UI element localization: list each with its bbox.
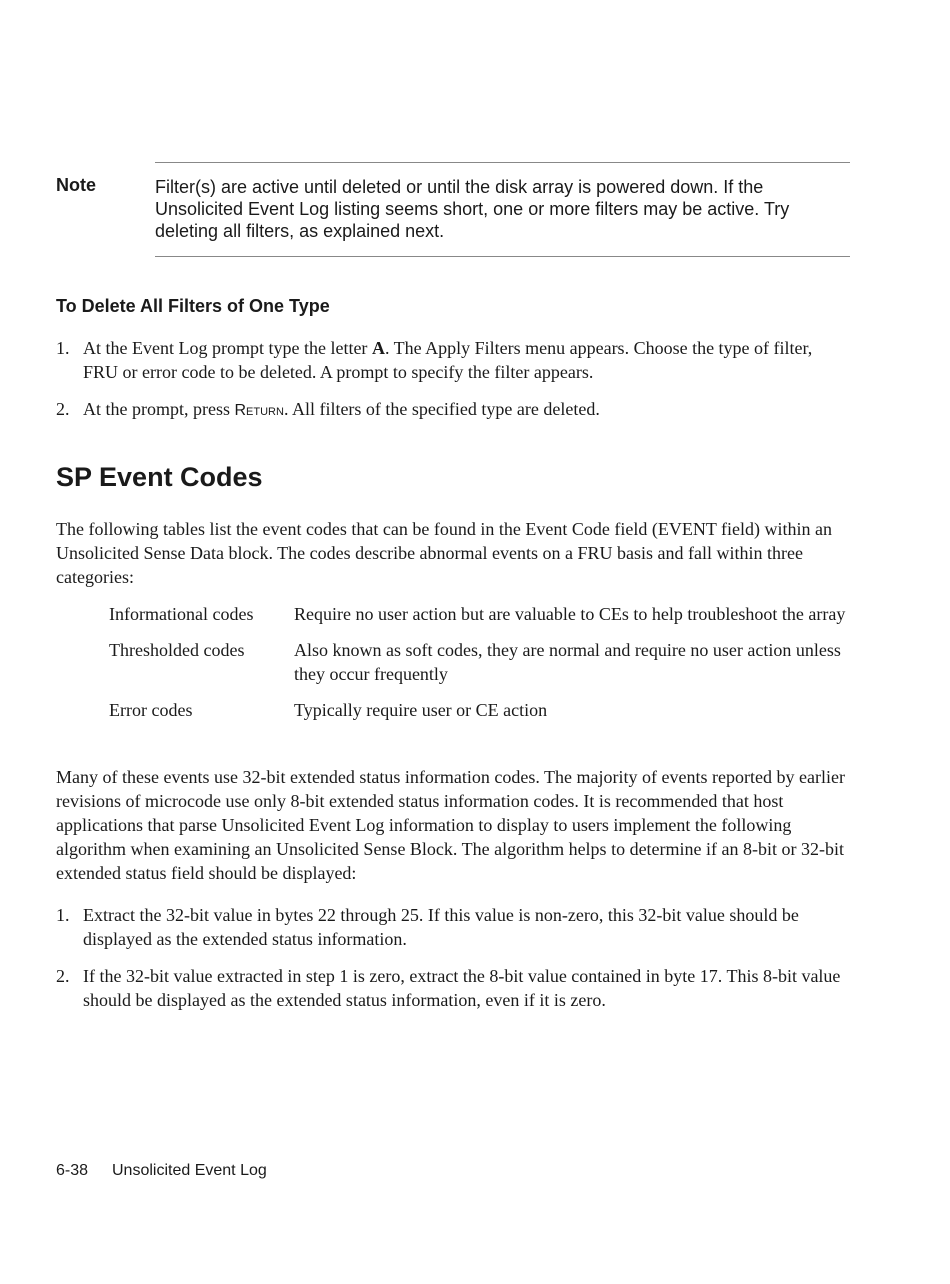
page-number: 6-38 xyxy=(56,1162,89,1179)
step-text: Extract the 32-bit value in bytes 22 through 25. If this value is non-zero, this 32-bit value should be displayed as the extended status information. xyxy=(83,905,799,949)
key-name: A xyxy=(371,338,385,358)
step-number: 2. xyxy=(56,966,70,986)
body-paragraph: Many of these events use 32-bit extended status information codes. The majority of events reported by earlier revisions of microcode use only 8-bit extended status information codes. It is recommended that host applications that parse Unsolicited Event Log information to display to users implement the following algorithm when examining an Unsolicited Sense Block. The algorithm helps to determine if an 8-bit or 32-bit extended status field should be displayed: xyxy=(56,767,845,883)
category-list xyxy=(109,602,854,722)
algorithm-steps-list xyxy=(56,903,848,1012)
delete-filters-heading: To Delete All Filters of One Type xyxy=(56,296,330,316)
note-text: Filter(s) are active until deleted or until the disk array is powered down. If the Unsolicited Event Log listing seems short, one or more filters may be active. Try deleting all filters, as explained next. xyxy=(155,177,790,241)
category-row xyxy=(109,602,854,626)
note-bottom-rule xyxy=(155,256,850,257)
category-row xyxy=(109,698,854,722)
category-term: Informational codes xyxy=(109,604,254,624)
category-row xyxy=(109,638,854,686)
category-desc: Also known as soft codes, they are normal and require no user action unless they occur frequently xyxy=(294,640,841,684)
category-desc: Require no user action but are valuable to CEs to help troubleshoot the array xyxy=(294,604,846,624)
step-text: . The Apply Filters menu appears. Choose the type of filter, FRU or error code to be deleted. A prompt to specify the filter appears. xyxy=(83,338,813,382)
delete-steps-list xyxy=(56,336,848,423)
step-number: 1. xyxy=(56,905,70,925)
list-item xyxy=(56,397,848,423)
note-label: Note xyxy=(56,175,96,195)
step-text: . All filters of the specified type are deleted. xyxy=(283,399,600,419)
step-text: At the Event Log prompt type the letter xyxy=(83,338,372,358)
section-heading: SP Event Codes xyxy=(56,462,263,492)
step-number: 2. xyxy=(56,399,70,419)
category-desc: Typically require user or CE action xyxy=(294,700,548,720)
list-item xyxy=(56,964,848,1012)
step-number: 1. xyxy=(56,338,70,358)
list-item xyxy=(56,336,848,384)
footer-title: Unsolicited Event Log xyxy=(112,1162,267,1179)
page-footer xyxy=(56,1162,267,1180)
key-name: Return xyxy=(234,402,284,419)
step-text: If the 32-bit value extracted in step 1 is zero, extract the 8-bit value contained in byte 17. This 8-bit value should be displayed as the extended status information, even if it is zero. xyxy=(83,966,841,1010)
list-item xyxy=(56,903,848,951)
intro-paragraph: The following tables list the event codes that can be found in the Event Code field (EVENT field) within an Unsolicited Sense Data block. The codes describe abnormal events on a FRU basis and fall within three categories: xyxy=(56,519,832,587)
note-top-rule xyxy=(155,162,850,163)
category-term: Error codes xyxy=(109,700,193,720)
step-text: At the prompt, press xyxy=(83,399,235,419)
category-term: Thresholded codes xyxy=(109,640,245,660)
